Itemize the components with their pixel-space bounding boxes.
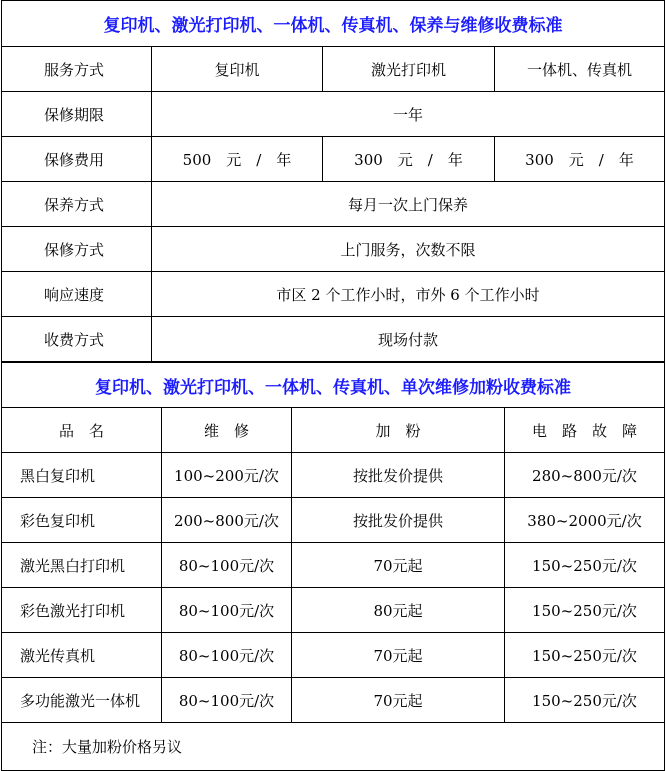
toner-price: 按批发价提供 (292, 498, 505, 543)
column-header-repair: 维 修 (162, 408, 292, 453)
service-table-title: 复印机、激光打印机、一体机、传真机、保养与维修收费标准 (2, 1, 665, 47)
toner-price: 70元起 (292, 633, 505, 678)
repair-price: 80~100元/次 (162, 543, 292, 588)
toner-price: 70元起 (292, 543, 505, 588)
repair-price: 200~800元/次 (162, 498, 292, 543)
service-method-label: 服务方式 (2, 47, 152, 92)
toner-price: 80元起 (292, 588, 505, 633)
repair-price: 80~100元/次 (162, 633, 292, 678)
table-row (2, 543, 665, 588)
warranty-fee-copier: 500 元 / 年 (152, 137, 323, 182)
repair-price: 80~100元/次 (162, 678, 292, 723)
repair-table-title: 复印机、激光打印机、一体机、传真机、单次维修加粉收费标准 (2, 363, 665, 408)
circuit-price: 150~250元/次 (505, 678, 665, 723)
repair-table-title-row (2, 363, 665, 408)
circuit-price: 280~800元/次 (505, 453, 665, 498)
table-row (2, 453, 665, 498)
service-table-title-row (2, 1, 665, 47)
toner-price: 按批发价提供 (292, 453, 505, 498)
maintenance-method-row (2, 182, 665, 227)
response-speed-label: 响应速度 (2, 272, 152, 317)
repair-method-row (2, 227, 665, 272)
maintenance-method-label: 保养方式 (2, 182, 152, 227)
header-laser-printer: 激光打印机 (323, 47, 495, 92)
header-mfp-fax: 一体机、传真机 (495, 47, 665, 92)
header-copier: 复印机 (152, 47, 323, 92)
table-row (2, 498, 665, 543)
repair-price: 100~200元/次 (162, 453, 292, 498)
service-standard-table (1, 0, 665, 362)
table-row (2, 633, 665, 678)
circuit-price: 150~250元/次 (505, 588, 665, 633)
column-header-toner: 加 粉 (292, 408, 505, 453)
warranty-fee-laser: 300 元 / 年 (323, 137, 495, 182)
repair-method-value: 上门服务，次数不限 (152, 227, 665, 272)
warranty-period-value: 一年 (152, 92, 665, 137)
maintenance-method-value: 每月一次上门保养 (152, 182, 665, 227)
response-speed-value: 市区 2 个工作小时，市外 6 个工作小时 (152, 272, 665, 317)
product-name: 彩色复印机 (2, 498, 162, 543)
repair-price: 80~100元/次 (162, 588, 292, 633)
repair-method-label: 保修方式 (2, 227, 152, 272)
product-name: 激光黑白打印机 (2, 543, 162, 588)
product-name: 多功能激光一体机 (2, 678, 162, 723)
column-header-product: 品 名 (2, 408, 162, 453)
service-header-row (2, 47, 665, 92)
circuit-price: 150~250元/次 (505, 633, 665, 678)
repair-toner-table (1, 362, 665, 771)
payment-method-value: 现场付款 (152, 317, 665, 362)
product-name: 激光传真机 (2, 633, 162, 678)
column-header-circuit: 电 路 故 障 (505, 408, 665, 453)
circuit-price: 380~2000元/次 (505, 498, 665, 543)
product-name: 黑白复印机 (2, 453, 162, 498)
table-row (2, 588, 665, 633)
payment-method-label: 收费方式 (2, 317, 152, 362)
product-name: 彩色激光打印机 (2, 588, 162, 633)
note-row (2, 723, 665, 771)
circuit-price: 150~250元/次 (505, 543, 665, 588)
warranty-period-row (2, 92, 665, 137)
warranty-fee-label: 保修费用 (2, 137, 152, 182)
repair-header-row (2, 408, 665, 453)
bulk-toner-note: 注：大量加粉价格另议 (2, 723, 665, 771)
table-row (2, 678, 665, 723)
warranty-fee-mfp: 300 元 / 年 (495, 137, 665, 182)
response-speed-row (2, 272, 665, 317)
warranty-period-label: 保修期限 (2, 92, 152, 137)
payment-method-row (2, 317, 665, 362)
warranty-fee-row (2, 137, 665, 182)
toner-price: 70元起 (292, 678, 505, 723)
